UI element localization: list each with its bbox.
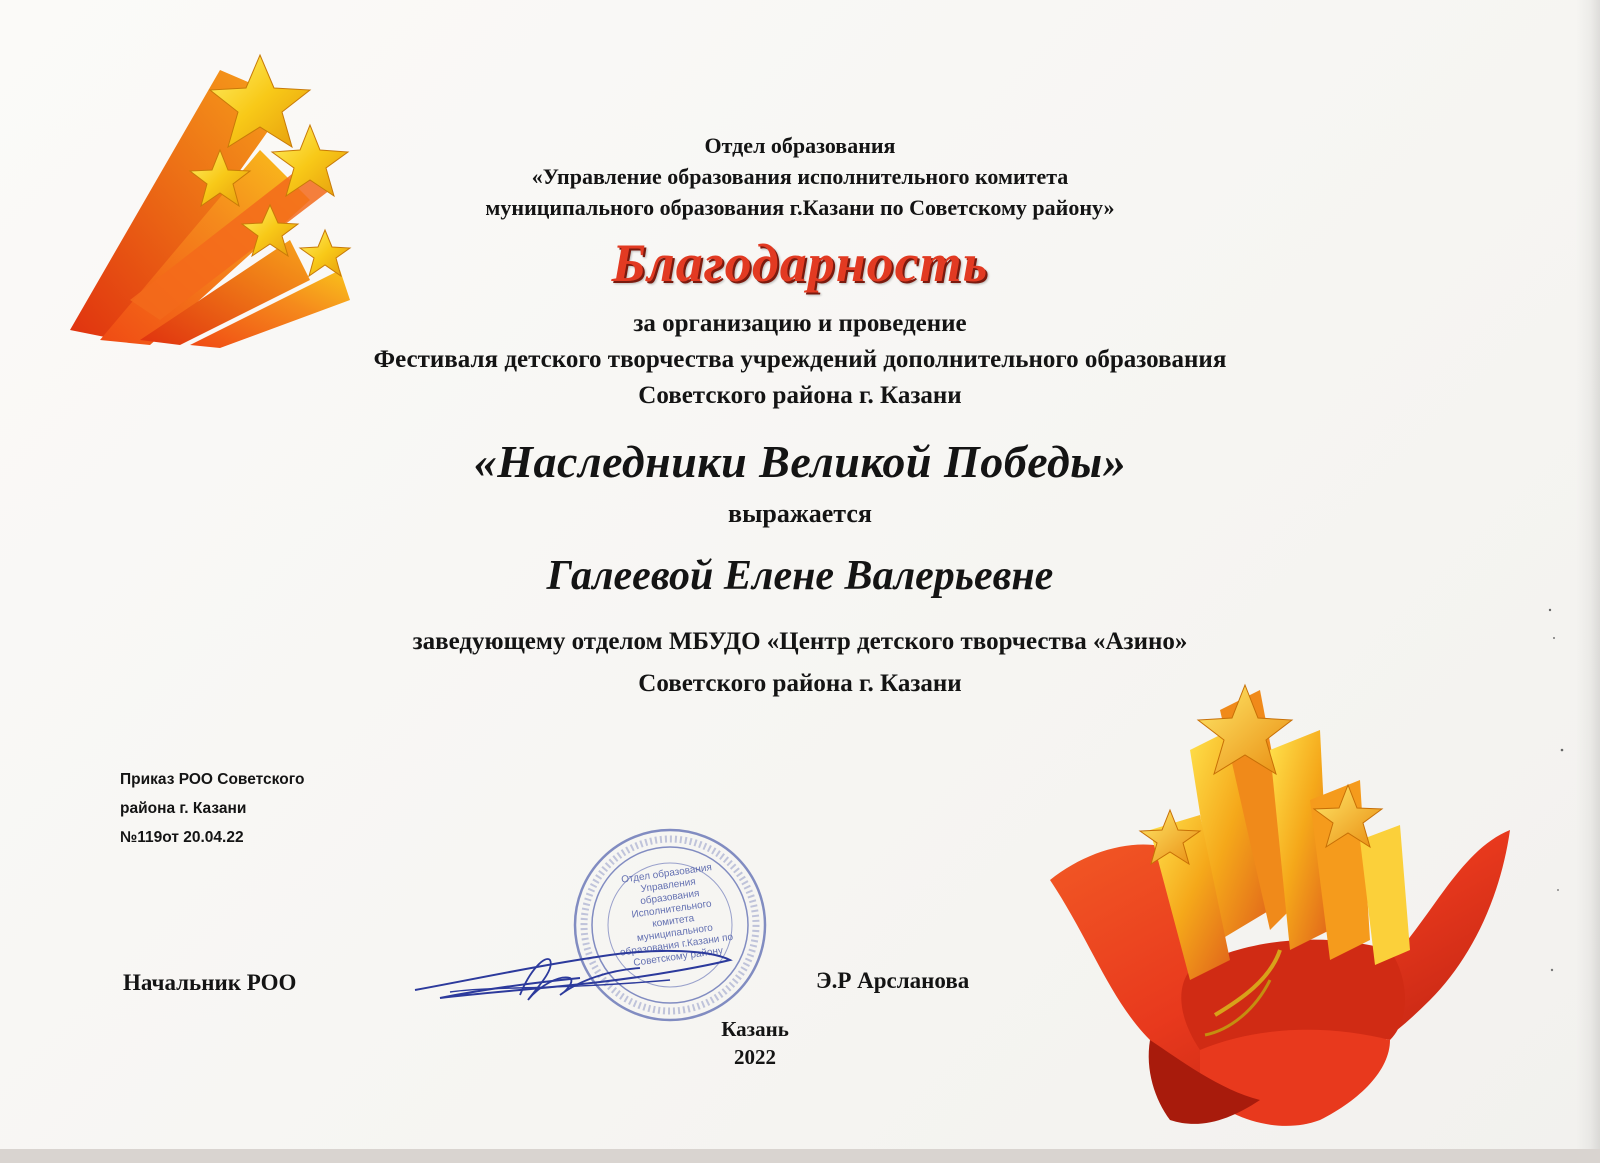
victory-stars-banner-decoration: [1030, 680, 1550, 1150]
position-line-1: заведующему отделом МБУДО «Центр детского творчества «Азино»: [412, 628, 1188, 655]
order-line-2: района г. Казани: [120, 800, 247, 817]
signatory-title: Начальник РОО: [123, 970, 297, 995]
order-line-3: №119от 20.04.22: [120, 829, 244, 846]
organization-line-1: Отдел образования: [704, 133, 896, 158]
organization-header: [0, 130, 1600, 223]
festival-name: «Наследники Великой Победы»: [473, 436, 1127, 487]
order-reference: [120, 765, 304, 852]
seal-inner-text: Отдел образования Управления образования Исполнительного комитета муниципального образования г.Казани по Советскому району: [619, 862, 734, 969]
expressed-label: выражается: [728, 499, 872, 528]
scan-edge-right: [1576, 0, 1600, 1163]
place-year: 2022: [734, 1045, 776, 1069]
organization-line-3: муниципального образования г.Казани по Советскому району»: [485, 195, 1115, 220]
place-and-year: [700, 1015, 810, 1071]
occasion-block: [0, 306, 1600, 414]
signatory-name: Э.Р Арсланова: [816, 968, 970, 993]
occasion-line-2: Фестиваля детского творчества учреждений дополнительного образования: [373, 346, 1227, 373]
organization-line-2: «Управление образования исполнительного комитета: [531, 164, 1069, 189]
occasion-line-1: за организацию и проведение: [633, 310, 967, 337]
position-line-2: Советского района г. Казани: [638, 670, 962, 697]
signature: [410, 920, 740, 1020]
recipient-name: Галеевой Елене Валерьевне: [546, 553, 1054, 599]
order-line-1: Приказ РОО Советского: [120, 771, 305, 788]
scan-specks: [1540, 590, 1580, 990]
occasion-line-3: Советского района г. Казани: [638, 382, 962, 409]
place-city: Казань: [721, 1017, 789, 1041]
recipient-position: [0, 621, 1600, 705]
certificate-title: Благодарность: [611, 233, 989, 293]
scan-edge-bottom: [0, 1149, 1600, 1163]
